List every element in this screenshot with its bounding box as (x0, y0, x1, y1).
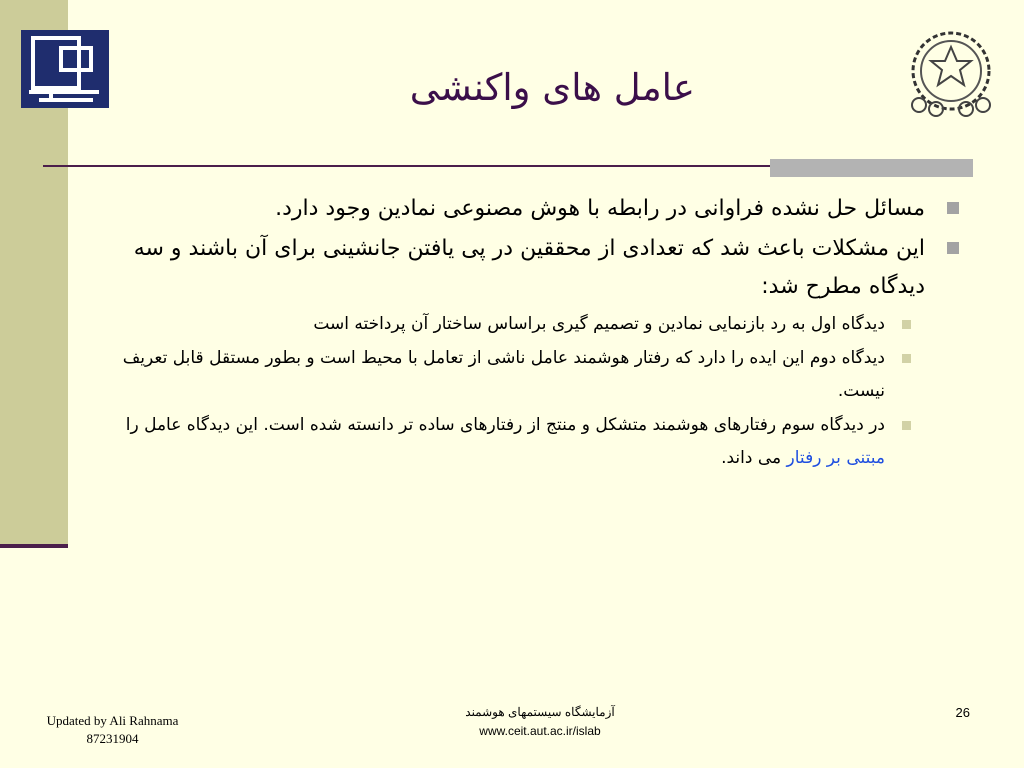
subbullet-item (120, 409, 965, 475)
lab-logo-icon (21, 30, 109, 108)
square-bullet-icon (947, 202, 959, 214)
square-bullet-icon (947, 242, 959, 254)
small-square-bullet-icon (902, 354, 911, 363)
footer-author (30, 712, 195, 748)
author-line: Updated by Ali Rahnama (46, 713, 179, 728)
subbullet-text: دیدگاه اول به رد بازنمایی نمادین و تصمیم گیری براساس ساختار آن پرداخته است (313, 314, 885, 334)
author-id: 87231904 (86, 731, 139, 746)
bullet-text: این مشکلات باعث شد که تعدادی از محققین در پی یافتن جانشینی برای آن باشند و سه دیدگاه مطرح شد: (133, 236, 925, 299)
small-square-bullet-icon (902, 421, 911, 430)
subbullet-text-after: می داند. (721, 448, 787, 468)
bullet-text: مسائل حل نشده فراوانی در رابطه با هوش مصنوعی نمادین وجود دارد. (275, 196, 925, 221)
lab-name: آزمایشگاه سیستمهای هوشمند (465, 705, 615, 719)
subbullet-item (120, 308, 965, 341)
lab-url: www.ceit.aut.ac.ir/islab (479, 724, 601, 738)
title-divider-accent (770, 159, 973, 177)
highlighted-term: مبتنی بر رفتار (786, 448, 885, 468)
footer-lab (440, 703, 640, 741)
subbullet-item (120, 342, 965, 408)
subbullet-text-before: در دیدگاه سوم رفتارهای هوشمند متشکل و منتج از رفتارهای ساده تر دانسته شده است. این دیدگاه عامل را (125, 415, 885, 435)
university-emblem-icon (905, 27, 997, 119)
bullet-list (120, 190, 965, 475)
small-square-bullet-icon (902, 320, 911, 329)
page-number: 26 (955, 705, 970, 720)
bullet-item (120, 190, 965, 228)
bullet-item (120, 230, 965, 306)
slide-title: عامل های واکنشی (409, 66, 695, 109)
left-band-underline (0, 544, 68, 548)
subbullet-text: دیدگاه دوم این ایده را دارد که رفتار هوشمند عامل ناشی از تعامل با محیط است و بطور مستقل قابل تعریف نیست. (122, 348, 885, 401)
